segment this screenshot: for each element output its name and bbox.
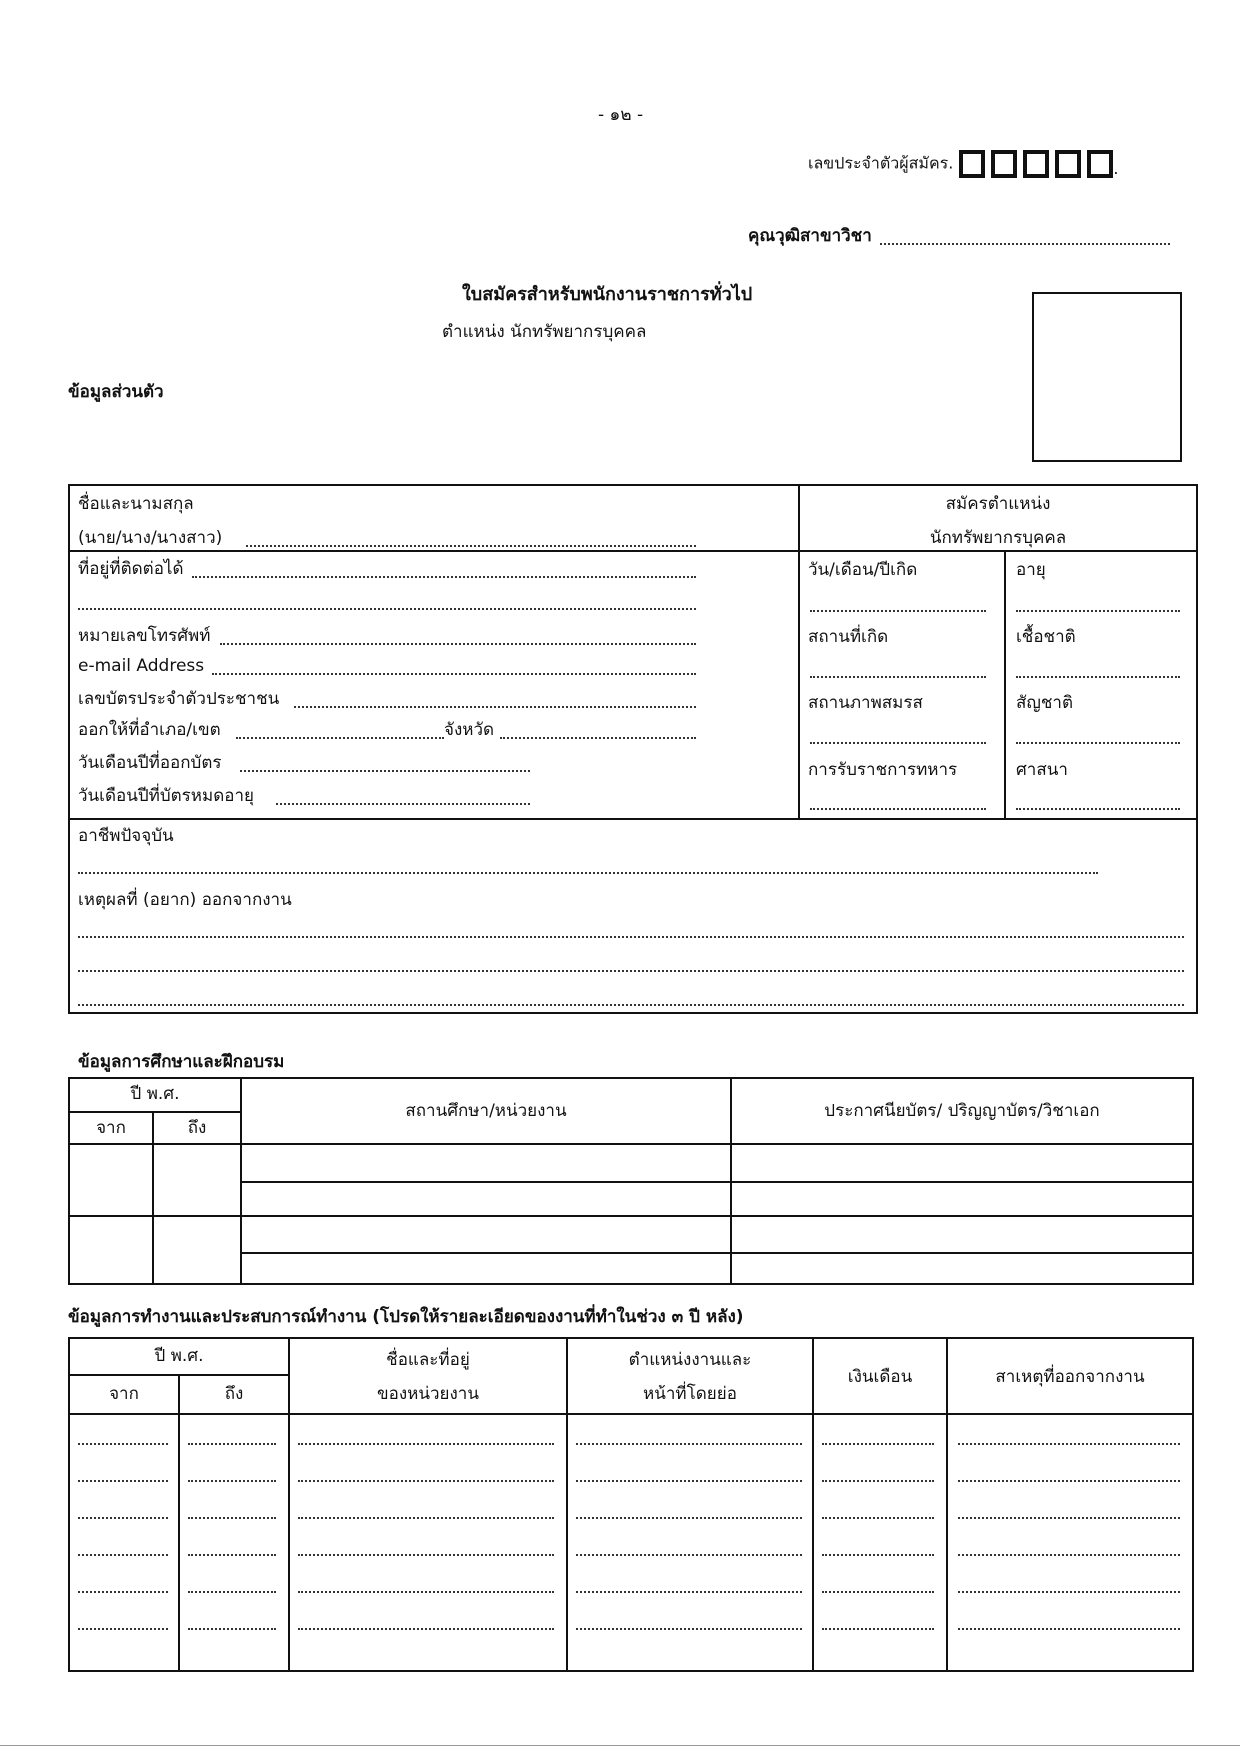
work-org-field[interactable] (298, 1480, 554, 1482)
work-reason-field[interactable] (958, 1554, 1180, 1556)
work-reason-header: สาเหตุที่ออกจากงาน (995, 1367, 1145, 1387)
applicant-id-suffix: . (1113, 159, 1119, 178)
phone-label: หมายเลขโทรศัพท์ (78, 626, 211, 646)
address-field-2[interactable] (78, 608, 696, 610)
qualification-field[interactable] (880, 243, 1170, 245)
work-year-header: ปี พ.ศ. (154, 1346, 204, 1366)
address-field-1[interactable] (192, 576, 696, 578)
military-label: การรับราชการทหาร (808, 760, 958, 780)
military-field[interactable] (810, 808, 986, 810)
edu-from-header: จาก (96, 1118, 126, 1138)
issue-date-field[interactable] (240, 770, 530, 772)
age-label: อายุ (1016, 560, 1046, 580)
work-position-field[interactable] (576, 1480, 802, 1482)
applicant-id-digit-box[interactable] (1055, 150, 1081, 178)
id-card-label: เลขบัตรประจำตัวประชาชน (78, 689, 280, 709)
work-position-field[interactable] (576, 1443, 802, 1445)
applicant-id-digit-box[interactable] (1023, 150, 1049, 178)
applicant-id-digit-box[interactable] (1087, 150, 1113, 178)
work-salary-field[interactable] (822, 1517, 934, 1519)
applicant-id-row (808, 150, 1118, 190)
work-position-header-2: หน้าที่โดยย่อ (643, 1384, 737, 1404)
applicant-id-boxes (953, 154, 1113, 173)
work-reason-field[interactable] (958, 1628, 1180, 1630)
work-org-field[interactable] (298, 1517, 554, 1519)
work-org-field[interactable] (298, 1554, 554, 1556)
work-to-field[interactable] (188, 1480, 276, 1482)
work-reason-field[interactable] (958, 1517, 1180, 1519)
occupation-field[interactable] (78, 872, 1098, 874)
expiry-date-field[interactable] (276, 803, 530, 805)
religion-field[interactable] (1016, 808, 1180, 810)
work-position-field[interactable] (576, 1628, 802, 1630)
reason-leaving-field-3[interactable] (78, 1004, 1184, 1006)
work-salary-field[interactable] (822, 1554, 934, 1556)
work-to-header: ถึง (224, 1384, 244, 1404)
work-to-field[interactable] (188, 1591, 276, 1593)
work-from-field[interactable] (78, 1628, 168, 1630)
work-position-field[interactable] (576, 1517, 802, 1519)
work-to-field[interactable] (188, 1443, 276, 1445)
work-from-field[interactable] (78, 1443, 168, 1445)
work-org-header-2: ของหน่วยงาน (377, 1384, 479, 1404)
position-line: ตำแหน่ง นักทรัพยากรบุคคล (442, 322, 647, 342)
religion-label: ศาสนา (1016, 760, 1068, 780)
name-prefix-label: (นาย/นาง/นางสาว) (78, 528, 223, 548)
birthplace-label: สถานที่เกิด (808, 627, 889, 647)
work-position-header-1: ตำแหน่งงานและ (628, 1350, 752, 1370)
work-reason-field[interactable] (958, 1480, 1180, 1482)
work-salary-field[interactable] (822, 1443, 934, 1445)
page-bottom-rule (0, 1745, 1240, 1746)
id-card-field[interactable] (294, 706, 696, 708)
work-org-field[interactable] (298, 1628, 554, 1630)
ethnicity-label: เชื้อชาติ (1016, 627, 1076, 647)
work-org-field[interactable] (298, 1443, 554, 1445)
birthdate-field[interactable] (810, 610, 986, 612)
email-field[interactable] (212, 673, 696, 675)
qualification-label: คุณวุฒิสาขาวิชา (748, 226, 872, 246)
apply-position-label: สมัครตำแหน่ง (945, 494, 1051, 514)
work-to-field[interactable] (188, 1628, 276, 1630)
personal-section-heading: ข้อมูลส่วนตัว (68, 382, 164, 402)
reason-leaving-field-2[interactable] (78, 970, 1184, 972)
applicant-id-label: เลขประจำตัวผู้สมัคร. (808, 153, 954, 173)
work-from-field[interactable] (78, 1554, 168, 1556)
applicant-id-digit-box[interactable] (991, 150, 1017, 178)
apply-position-value: นักทรัพยากรบุคคล (929, 528, 1067, 548)
work-salary-field[interactable] (822, 1480, 934, 1482)
occupation-label: อาชีพปัจจุบัน (78, 826, 174, 846)
expiry-date-label: วันเดือนปีที่บัตรหมดอายุ (78, 786, 254, 806)
work-from-field[interactable] (78, 1517, 168, 1519)
applicant-id-digit-box[interactable] (959, 150, 985, 178)
edu-year-header: ปี พ.ศ. (130, 1084, 180, 1104)
work-org-field[interactable] (298, 1591, 554, 1593)
work-to-field[interactable] (188, 1554, 276, 1556)
reason-leaving-label: เหตุผลที่ (อยาก) ออกจากงาน (78, 890, 292, 910)
birthplace-field[interactable] (810, 676, 986, 678)
page-number: - ๑๒ - (598, 105, 644, 125)
name-label: ชื่อและนามสกุล (78, 494, 194, 514)
work-salary-field[interactable] (822, 1591, 934, 1593)
work-salary-header: เงินเดือน (847, 1367, 913, 1387)
marital-field[interactable] (810, 742, 986, 744)
edu-institution-header: สถานศึกษา/หน่วยงาน (405, 1101, 567, 1121)
work-salary-field[interactable] (822, 1628, 934, 1630)
name-field[interactable] (246, 545, 696, 547)
edu-to-header: ถึง (187, 1118, 207, 1138)
email-label: e-mail Address (78, 656, 205, 676)
work-from-field[interactable] (78, 1591, 168, 1593)
edu-degree-header: ประกาศนียบัตร/ ปริญญาบัตร/วิชาเอก (824, 1101, 1100, 1121)
work-to-field[interactable] (188, 1517, 276, 1519)
province-label: จังหวัด (444, 720, 495, 740)
birthdate-label: วัน/เดือน/ปีเกิด (808, 560, 918, 580)
issue-date-label: วันเดือนปีที่ออกบัตร (78, 753, 222, 773)
address-label: ที่อยู่ที่ติดต่อได้ (78, 559, 184, 579)
work-org-header-1: ชื่อและที่อยู่ (386, 1350, 470, 1370)
photo-box (1032, 292, 1182, 462)
education-section-heading: ข้อมูลการศึกษาและฝึกอบรม (78, 1052, 285, 1072)
work-position-field[interactable] (576, 1554, 802, 1556)
issued-district-label: ออกให้ที่อำเภอ/เขต (78, 720, 221, 740)
ethnicity-field[interactable] (1016, 676, 1180, 678)
work-reason-field[interactable] (958, 1591, 1180, 1593)
work-reason-field[interactable] (958, 1443, 1180, 1445)
phone-field[interactable] (220, 643, 696, 645)
province-field[interactable] (500, 737, 696, 739)
work-from-header: จาก (109, 1384, 139, 1404)
work-section-heading: ข้อมูลการทำงานและประสบการณ์ทำงาน (โปรดให้รายละเอียดของงานที่ทำในช่วง ๓ ปี หลัง) (68, 1307, 744, 1327)
issued-district-field[interactable] (236, 737, 444, 739)
form-title: ใบสมัครสำหรับพนักงานราชการทั่วไป (462, 284, 753, 305)
marital-label: สถานภาพสมรส (808, 693, 923, 713)
nationality-label: สัญชาติ (1016, 693, 1073, 713)
nationality-field[interactable] (1016, 742, 1180, 744)
work-position-field[interactable] (576, 1591, 802, 1593)
age-field[interactable] (1016, 610, 1180, 612)
reason-leaving-field-1[interactable] (78, 936, 1184, 938)
work-from-field[interactable] (78, 1480, 168, 1482)
